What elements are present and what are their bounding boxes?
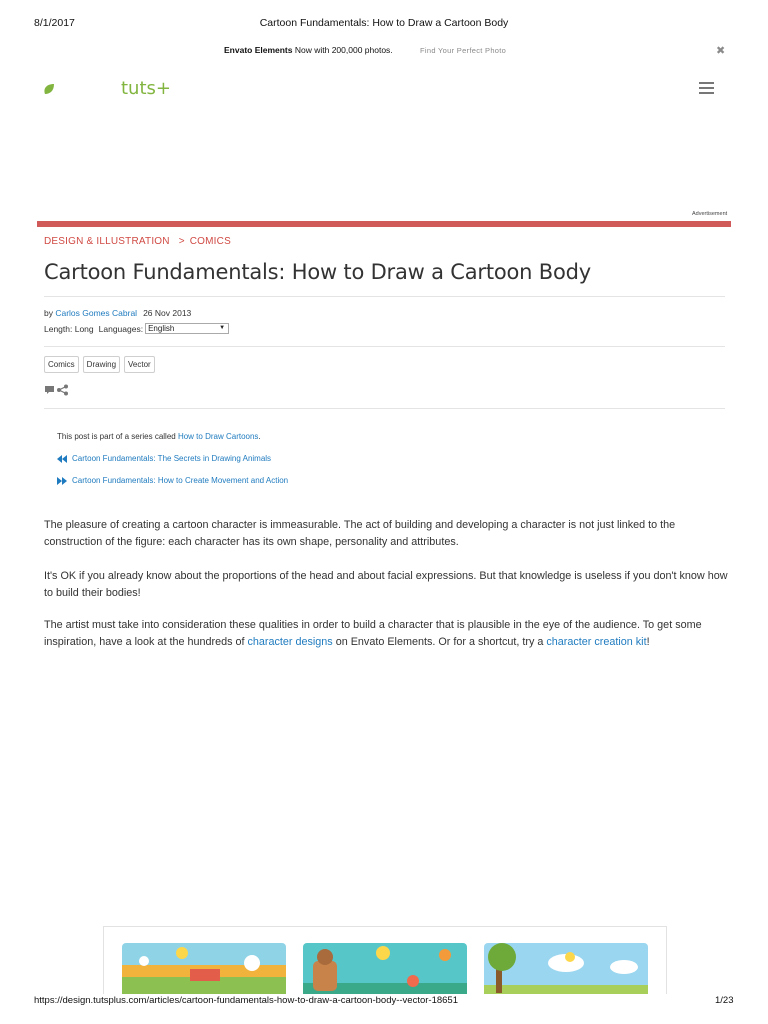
body-paragraph-2: It's OK if you already know about the proportions of the head and about facial expressions. But that knowledge is useless if you don't know how to build their bodies! [44,570,728,599]
print-header [0,17,768,31]
body-p3-text-c: ! [646,636,650,648]
divider [44,296,725,297]
series-prev-link[interactable]: Cartoon Fundamentals: The Secrets in Drawing Animals [72,454,272,463]
divider [44,408,725,409]
site-nav [0,74,768,106]
series-next-link[interactable]: Cartoon Fundamentals: How to Create Movement and Action [72,476,289,485]
print-footer [0,994,768,1008]
breadcrumb [44,236,231,247]
tag-list [44,356,155,373]
thumbnail-illustration-3 [484,943,648,996]
print-doc-title: Cartoon Fundamentals: How to Draw a Cartoon Body [259,17,509,29]
print-url: https://design.tutsplus.com/articles/cartoon-fundamentals-how-to-draw-a-cartoon-body--vector-18651 [34,995,459,1006]
series-intro-suffix: . [258,432,261,441]
chevron-down-icon: ▼ [219,325,226,331]
languages-label: Languages: [98,323,144,334]
byline-prefix: by [44,308,56,318]
promo-brand: Envato Elements [224,45,293,55]
thumbnail-illustration-2 [303,943,467,996]
thumbnail-illustration-1 [122,943,286,996]
breadcrumb-category-link[interactable]: DESIGN & ILLUSTRATION [44,236,170,247]
length-label: Length: Long [44,323,94,334]
promo-cta-link[interactable]: Find Your Perfect Photo [420,46,507,55]
author-link[interactable]: Carlos Gomes Cabral [55,308,138,318]
promo-text [224,45,393,55]
language-selected-value: English [148,324,175,333]
body-p3-text-a: The artist must take into consideration these qualities in order to build a character that is plausible in the eye of the audience. To get some inspiration, have a look at the hundreds of [44,619,702,648]
series-intro-prefix: This post is part of a series called [57,432,178,441]
page-title: Cartoon Fundamentals: How to Draw a Cartoon Body [44,260,591,284]
promo-message: Now with 200,000 photos. [292,45,393,55]
article-meta [44,323,229,334]
tag-drawing[interactable]: Drawing [83,356,120,373]
share-icon[interactable] [57,385,68,396]
promo-bar [0,45,768,57]
language-select[interactable] [145,323,229,334]
publish-date: 26 Nov 2013 [143,308,192,318]
series-name-link[interactable]: How to Draw Cartoons [177,432,259,441]
social-actions [44,384,70,396]
advertisement-label: Advertisement [692,211,728,217]
body-paragraph-1: The pleasure of creating a cartoon character is immeasurable. The act of building and developing a character is not just linked to the construction of the figure: each character has its own shape, personality and attributes. [44,519,676,548]
tag-vector[interactable]: Vector [124,356,155,373]
promo-thumbnail-3[interactable] [484,943,648,996]
breadcrumb-separator: > [178,236,185,247]
breadcrumb-subcategory-link[interactable]: COMICS [189,236,231,247]
comment-icon[interactable] [45,386,54,394]
fast-forward-icon [57,477,68,485]
series-intro [57,432,261,441]
print-page-number: 1/23 [715,995,734,1006]
body-paragraph-3 [44,617,732,651]
character-creation-kit-link[interactable]: character creation kit [546,636,647,648]
series-prev-item[interactable] [57,454,271,463]
leaf-logo-icon[interactable] [42,82,56,96]
print-date: 8/1/2017 [34,17,75,29]
byline [44,308,191,318]
site-brand-logo[interactable]: tuts+ [121,78,171,99]
divider [44,346,725,347]
tag-comics[interactable]: Comics [44,356,79,373]
rewind-icon [57,455,68,463]
accent-divider [37,221,731,227]
promo-thumbnail-2[interactable] [303,943,467,996]
promo-thumbnail-1[interactable] [122,943,286,996]
character-designs-link[interactable]: character designs [247,636,333,648]
body-p3-text-b: on Envato Elements. Or for a shortcut, try a [332,636,547,648]
close-icon[interactable]: ✖ [716,45,726,57]
envato-promo-panel [103,926,667,996]
series-next-item[interactable] [57,476,288,485]
hamburger-icon[interactable] [699,82,714,94]
